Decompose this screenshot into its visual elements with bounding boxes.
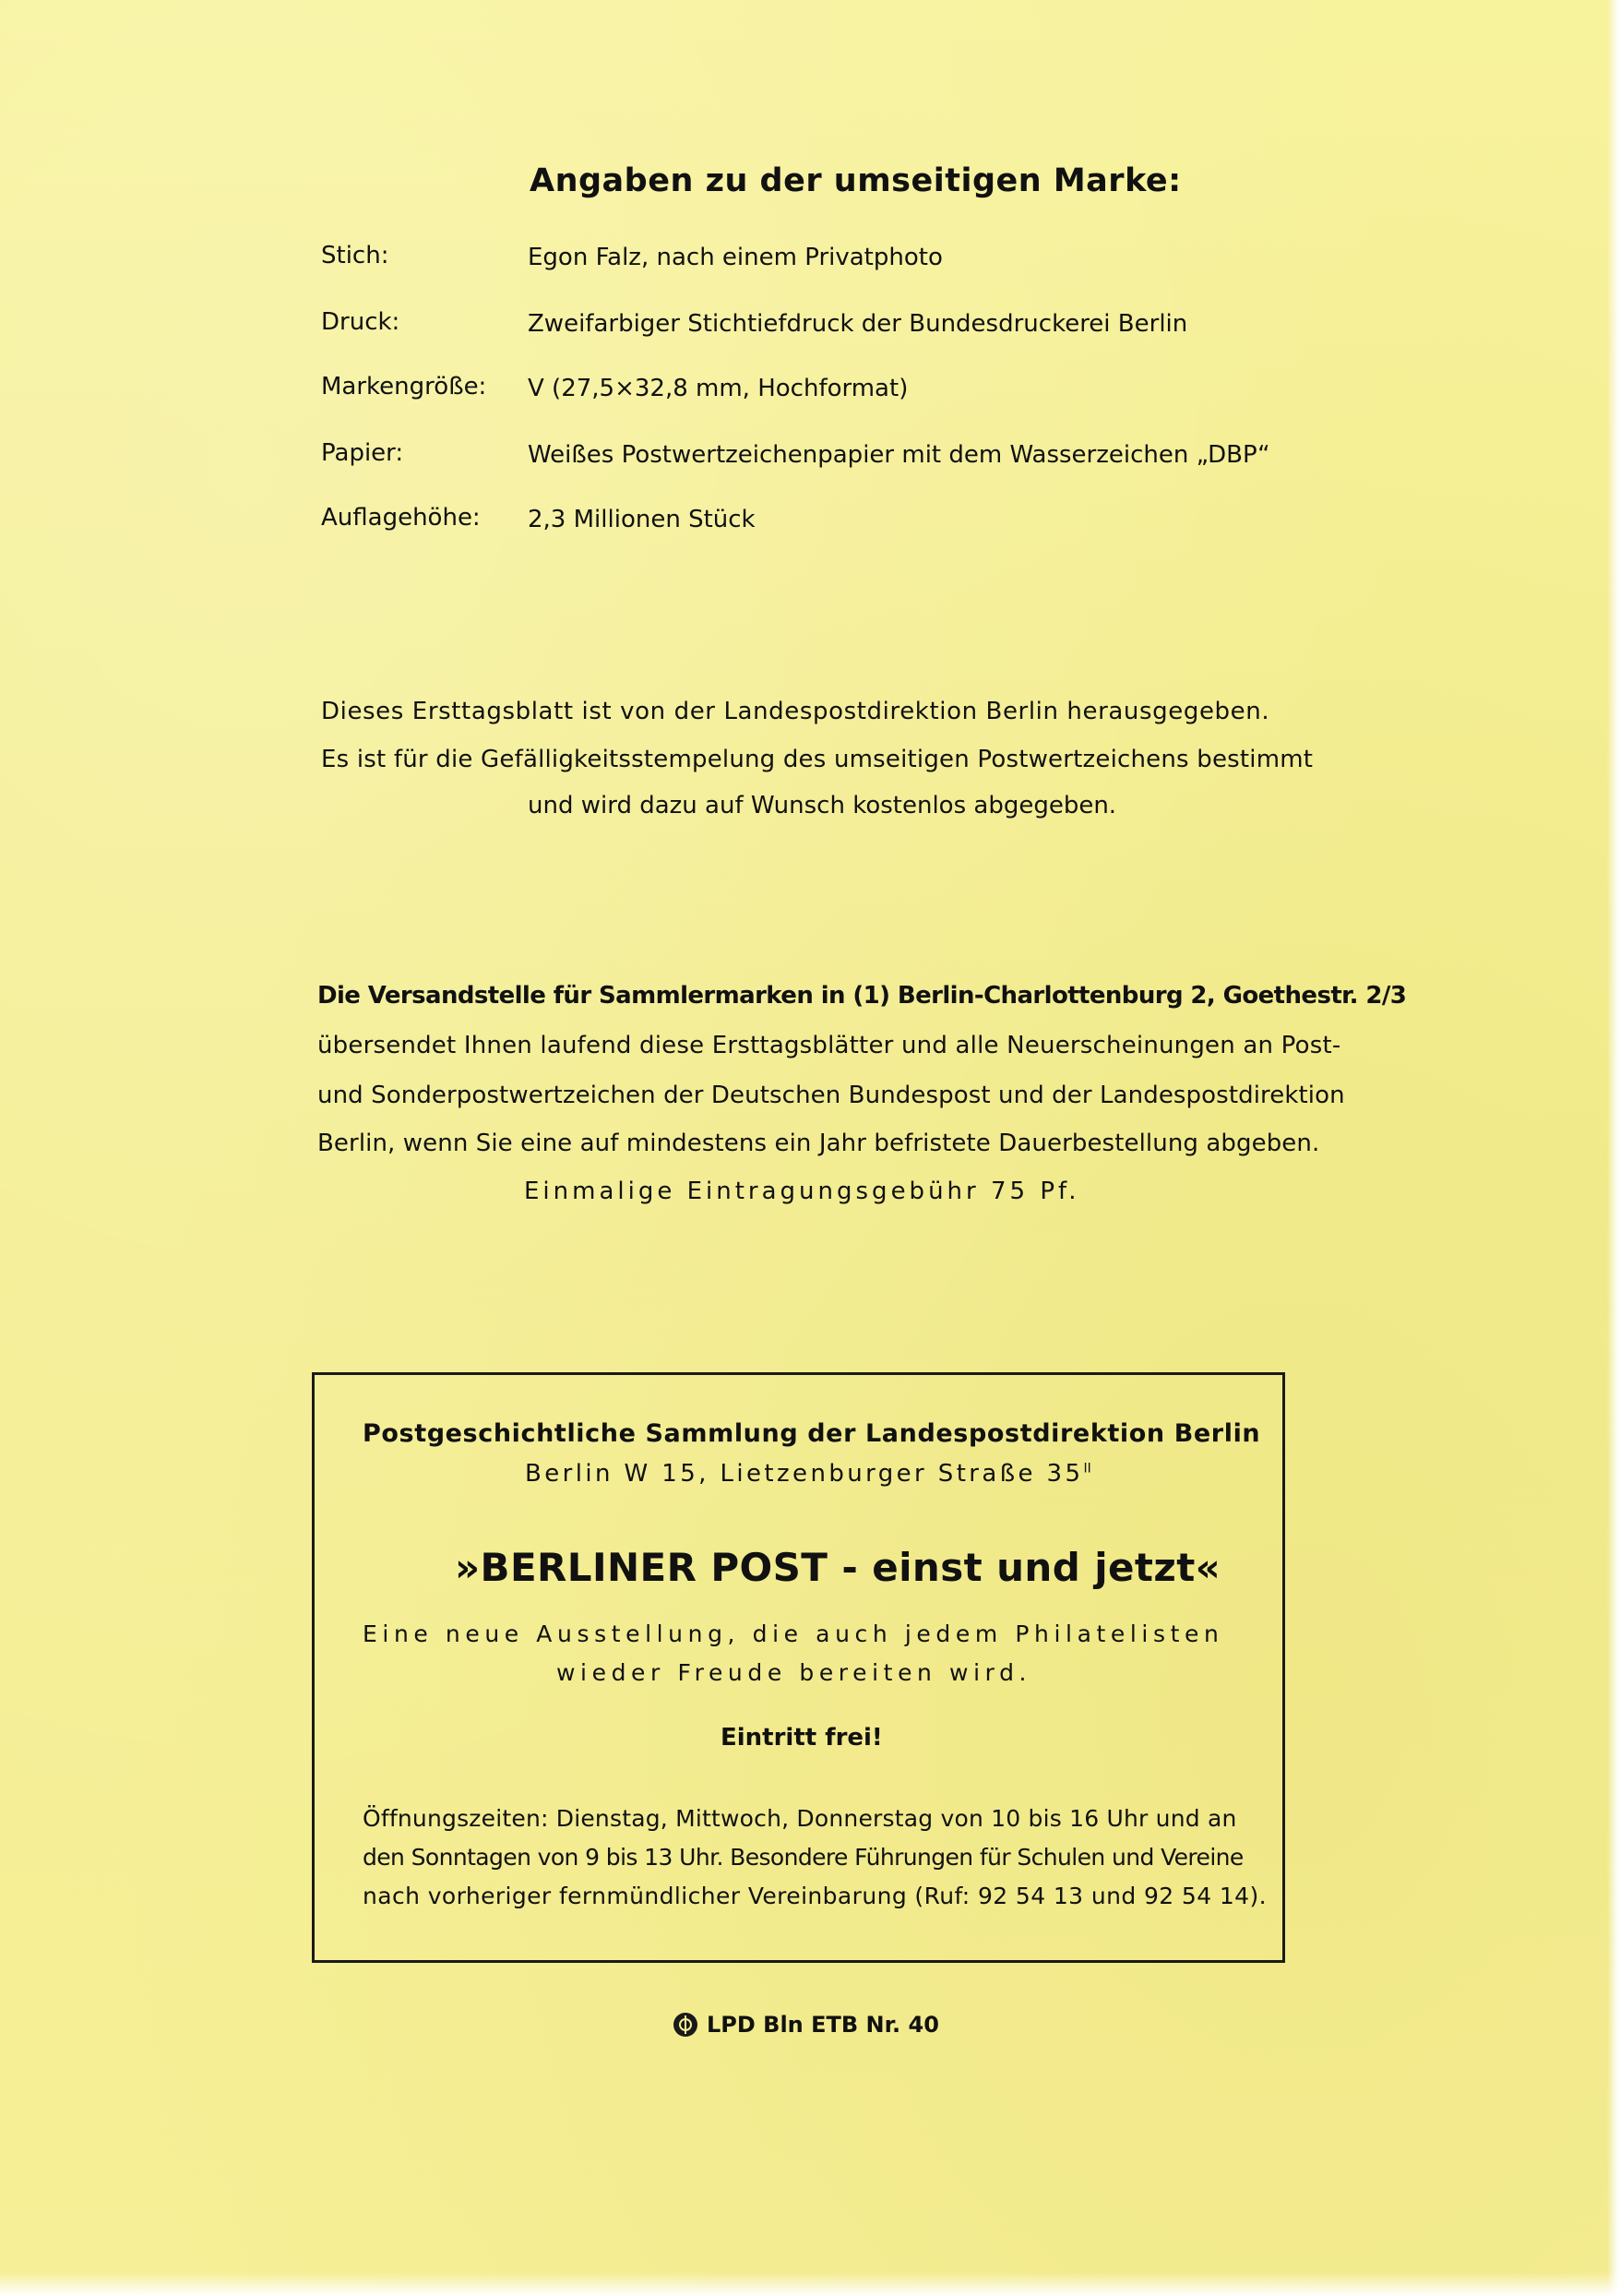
box-org-line: Postgeschichtliche Sammlung der Landespostdirektion Berlin [363,1419,1261,1448]
spec-value-druck: Zweifarbiger Stichtiefdruck der Bundesdruckerei Berlin [528,310,1188,338]
spec-label-auflagehoehe: Auflagehöhe: [321,504,481,532]
spec-value-papier: Weißes Postwertzeichenpapier mit dem Wasserzeichen „DBP“ [528,441,1270,469]
box-subtitle-line-1: Eine neue Ausstellung, die auch jedem Philatelisten [363,1620,1224,1647]
exhibition-info-box [312,1372,1285,1963]
post-horn-icon [673,2013,697,2037]
box-hours-line-1: Öffnungszeiten: Dienstag, Mittwoch, Donnerstag von 10 bis 16 Uhr und an [363,1805,1237,1832]
spec-label-papier: Papier: [321,439,404,467]
paper-edge-bottom [0,2272,1620,2296]
service-line-3: Berlin, wenn Sie eine auf mindestens ein Jahr befristete Dauerbestellung abgeben. [317,1130,1320,1157]
publisher-line-2: Es ist für die Gefälligkeitsstempelung des umseitigen Postwertzeichens bestimmt [321,746,1314,773]
box-subtitle-line-2: wieder Freude bereiten wird. [556,1659,1032,1686]
paper-edge-right [1607,0,1620,2296]
spec-label-stich: Stich: [321,242,389,269]
box-exhibition-title: »BERLINER POST - einst und jetzt« [455,1545,1221,1590]
footer-reference [673,2012,939,2038]
box-hours-line-2: den Sonntagen von 9 bis 13 Uhr. Besondere Führungen für Schulen und Vereine [363,1844,1244,1871]
fee-line: Einmalige Eintragungsgebühr 75 Pf. [524,1178,1080,1205]
service-line-1: übersendet Ihnen laufend diese Ersttagsblätter und alle Neuerscheinungen an Post- [317,1032,1341,1059]
spec-value-markengroesse: V (27,5×32,8 mm, Hochformat) [528,375,909,402]
footer-text: LPD Bln ETB Nr. 40 [707,2012,939,2038]
box-admission: Eintritt frei! [721,1724,883,1752]
spec-value-stich: Egon Falz, nach einem Privatphoto [528,244,943,271]
box-address-suffix: II [1083,1461,1091,1477]
publisher-line-3: und wird dazu auf Wunsch kostenlos abgegeben. [528,792,1117,819]
service-line-2: und Sonderpostwertzeichen der Deutschen Bundespost und der Landespostdirektion [317,1082,1345,1109]
box-hours-line-3: nach vorheriger fernmündlicher Vereinbarung (Ruf: 92 54 13 und 92 54 14). [363,1883,1267,1909]
spec-label-druck: Druck: [321,308,400,336]
service-bold-line: Die Versandstelle für Sammlermarken in (1) Berlin-Charlottenburg 2, Goethestr. 2/3 [317,982,1407,1010]
spec-value-auflagehoehe: 2,3 Millionen Stück [528,506,756,533]
page-title: Angaben zu der umseitigen Marke: [530,162,1182,199]
spec-label-markengroesse: Markengröße: [321,373,487,401]
box-address-text: Berlin W 15, Lietzenburger Straße 35 [525,1460,1084,1488]
publisher-line-1: Dieses Ersttagsblatt ist von der Landespostdirektion Berlin herausgegeben. [321,698,1270,725]
box-address-line [525,1460,1091,1488]
